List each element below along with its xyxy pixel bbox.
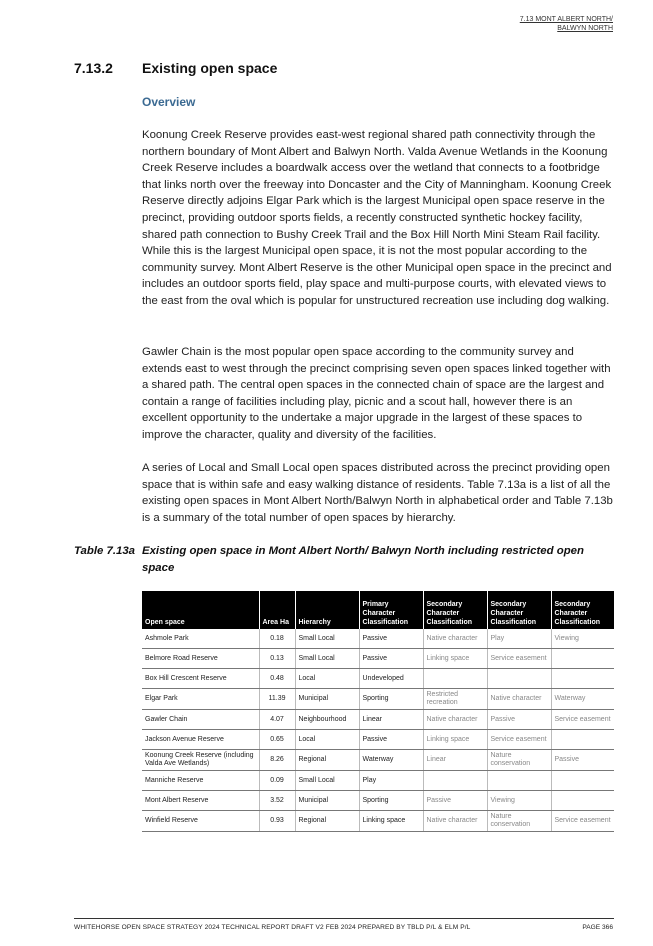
cell-secondary (423, 669, 487, 689)
cell-secondary: Native character (487, 689, 551, 710)
header-hierarchy: Hierarchy (295, 591, 359, 629)
cell-secondary (551, 771, 614, 791)
cell-secondary: Viewing (551, 629, 614, 649)
footer-divider (74, 918, 614, 919)
cell-primary: Passive (359, 730, 423, 750)
cell-secondary: Service easement (551, 811, 614, 832)
header-secondary-3: Secondary Character Classification (551, 591, 614, 629)
cell-secondary: Passive (423, 791, 487, 811)
table-row (142, 750, 614, 771)
cell-primary: Waterway (359, 750, 423, 771)
header-secondary-1: Secondary Character Classification (423, 591, 487, 629)
cell-secondary: Linking space (423, 730, 487, 750)
cell-secondary: Linear (423, 750, 487, 771)
cell-open-space: Jackson Avenue Reserve (142, 730, 259, 750)
table-row (142, 811, 614, 832)
cell-open-space: Manniche Reserve (142, 771, 259, 791)
cell-secondary: Viewing (487, 791, 551, 811)
table-header-row (142, 591, 614, 629)
cell-area: 8.26 (259, 750, 295, 771)
cell-open-space: Gawler Chain (142, 710, 259, 730)
cell-open-space: Koonung Creek Reserve (including Valda Ave Wetlands) (142, 750, 259, 771)
cell-primary: Passive (359, 629, 423, 649)
page-number: PAGE 366 (582, 924, 613, 931)
cell-secondary: Service easement (487, 730, 551, 750)
cell-secondary (423, 771, 487, 791)
cell-secondary: Nature conservation (487, 750, 551, 771)
header-secondary-2: Secondary Character Classification (487, 591, 551, 629)
cell-open-space: Belmore Road Reserve (142, 649, 259, 669)
cell-open-space: Ashmole Park (142, 629, 259, 649)
cell-hierarchy: Small Local (295, 629, 359, 649)
header-section-reference (413, 15, 613, 33)
cell-secondary: Restricted recreation (423, 689, 487, 710)
cell-hierarchy: Small Local (295, 771, 359, 791)
section-title: Existing open space (142, 60, 278, 76)
table-row (142, 730, 614, 750)
cell-area: 4.07 (259, 710, 295, 730)
cell-secondary: Passive (551, 750, 614, 771)
cell-secondary: Native character (423, 710, 487, 730)
table-row (142, 771, 614, 791)
cell-area: 11.39 (259, 689, 295, 710)
section-number: 7.13.2 (74, 60, 113, 76)
cell-hierarchy: Local (295, 669, 359, 689)
cell-secondary: Service easement (487, 649, 551, 669)
cell-open-space: Winfield Reserve (142, 811, 259, 832)
table-caption-text: Existing open space in Mont Albert North/ Balwyn North including restricted open space (142, 545, 584, 574)
cell-primary: Sporting (359, 689, 423, 710)
paragraph-koonung: Koonung Creek Reserve provides east-west regional shared path connectivity through the northern boundary of Mont Albert and Balwyn North. Valda Avenue Wetlands in the Koonung Creek Reserve includes a boardwalk access over the wetland that connects to a footbridge that links north over the freeway into Doncaster and the City of Manningham. Koonung Creek Reserve directly adjoins Elgar Park which is the largest Municipal open space reserve in the precinct, providing outdoor sports fields, a recently constructed synthetic hockey facility, shared path connection to Bushy Creek Trail and the Box Hill North Mini Steam Rail facility. While this is the largest Municipal open space, it is not the most popular according to the community survey. Mont Albert Reserve is the other Municipal open space in the precinct and includes an outdoor sports field, play space and multi-purpose courts, with elevated views to the east from the oval which is popular for unstructured recreation use including dog walking. (142, 129, 612, 307)
cell-hierarchy: Small Local (295, 649, 359, 669)
cell-hierarchy: Regional (295, 811, 359, 832)
cell-primary: Passive (359, 649, 423, 669)
cell-secondary: Passive (487, 710, 551, 730)
cell-area: 0.48 (259, 669, 295, 689)
cell-hierarchy: Neighbourhood (295, 710, 359, 730)
cell-primary: Sporting (359, 791, 423, 811)
open-space-table (142, 591, 614, 832)
table-row (142, 649, 614, 669)
table-row (142, 669, 614, 689)
header-open-space: Open space (142, 591, 259, 629)
cell-secondary: Linking space (423, 649, 487, 669)
cell-secondary (551, 649, 614, 669)
cell-hierarchy: Regional (295, 750, 359, 771)
table-row (142, 629, 614, 649)
cell-area: 0.93 (259, 811, 295, 832)
header-primary: Primary Character Classification (359, 591, 423, 629)
header-area: Area Ha (259, 591, 295, 629)
table-row (142, 710, 614, 730)
cell-hierarchy: Municipal (295, 791, 359, 811)
cell-area: 0.13 (259, 649, 295, 669)
cell-secondary: Service easement (551, 710, 614, 730)
cell-area: 0.65 (259, 730, 295, 750)
cell-open-space: Elgar Park (142, 689, 259, 710)
cell-primary: Linear (359, 710, 423, 730)
cell-hierarchy: Municipal (295, 689, 359, 710)
overview-subheading: Overview (142, 95, 196, 109)
cell-area: 3.52 (259, 791, 295, 811)
cell-hierarchy: Local (295, 730, 359, 750)
cell-secondary: Waterway (551, 689, 614, 710)
header-ref-line1: 7.13 MONT ALBERT NORTH/ (519, 16, 613, 23)
cell-secondary (551, 791, 614, 811)
table-row (142, 791, 614, 811)
cell-primary: Play (359, 771, 423, 791)
cell-secondary (487, 669, 551, 689)
paragraph-gawler: Gawler Chain is the most popular open space according to the community survey and extends east to west through the precinct comprising seven open spaces linked together with a shared path. The central open spaces in the connected chain of space are the largest and contain a range of facilities including play, picnic and a scout hall, however there is an excellent opportunity to the undertake a major upgrade in the largest of these spaces to improve the character, quality and diversity of the facilities. (142, 346, 611, 441)
cell-secondary (551, 669, 614, 689)
cell-area: 0.18 (259, 629, 295, 649)
cell-open-space: Box Hill Crescent Reserve (142, 669, 259, 689)
cell-primary: Linking space (359, 811, 423, 832)
table-caption-number: Table 7.13a (74, 545, 135, 557)
cell-primary: Undeveloped (359, 669, 423, 689)
footer-text: WHITEHORSE OPEN SPACE STRATEGY 2024 TECHNICAL REPORT DRAFT V2 FEB 2024 PREPARED BY TBLD P/L & ELM P/L (74, 924, 471, 931)
cell-open-space: Mont Albert Reserve (142, 791, 259, 811)
cell-secondary: Native character (423, 629, 487, 649)
cell-secondary (487, 771, 551, 791)
cell-secondary (551, 730, 614, 750)
header-ref-line2: BALWYN NORTH (557, 25, 613, 32)
cell-secondary: Play (487, 629, 551, 649)
cell-area: 0.09 (259, 771, 295, 791)
table-row (142, 689, 614, 710)
cell-secondary: Native character (423, 811, 487, 832)
paragraph-local-spaces: A series of Local and Small Local open spaces distributed across the precinct providing open space that is within safe and easy walking distance of residents. Table 7.13a is a list of all the existing open spaces in Mont Albert North/Balwyn North in alphabetical order and Table 7.13b is a summary of the total number of open spaces by hierarchy. (142, 462, 613, 524)
cell-secondary: Nature conservation (487, 811, 551, 832)
